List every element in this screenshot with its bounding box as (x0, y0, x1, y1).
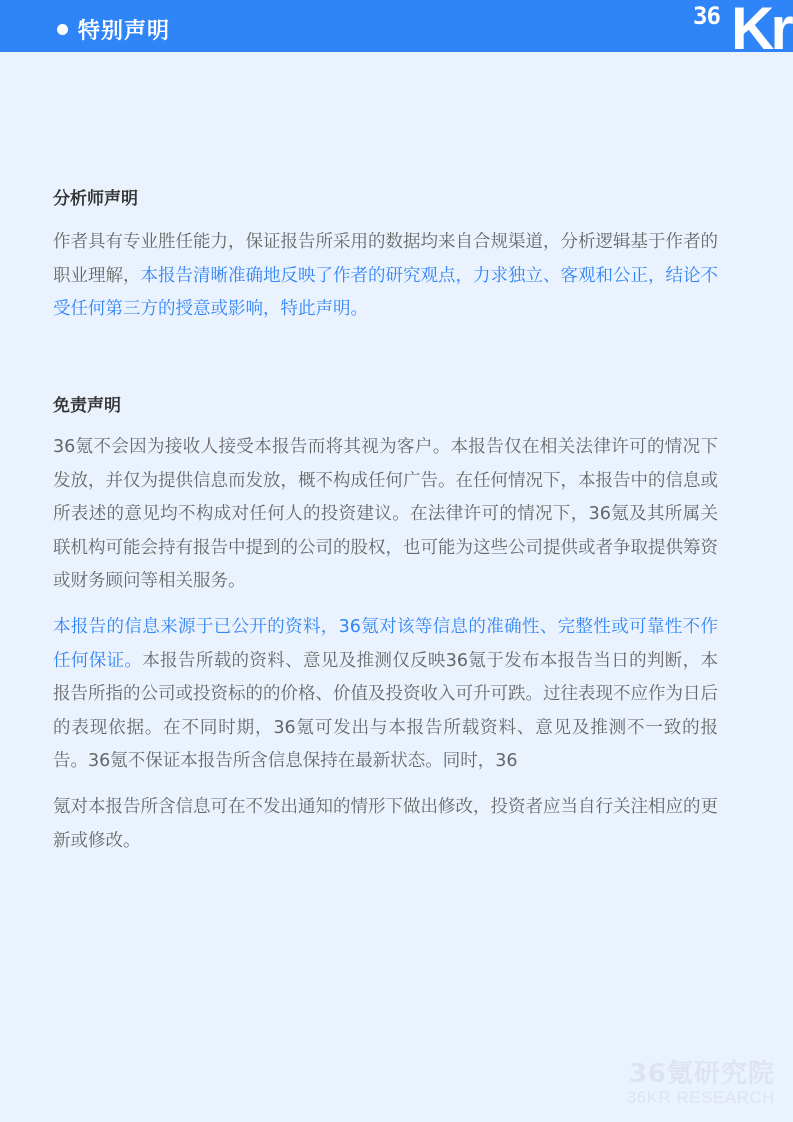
logo-number: 36 (693, 2, 720, 30)
watermark-cn: 36氪研究院 (628, 1059, 775, 1089)
analyst-statement-title: 分析师声明 (53, 189, 138, 209)
watermark (627, 1053, 775, 1108)
disclaimer-paragraph-3: 氪对本报告所含信息可在不发出通知的情形下做出修改，投资者应当自行关注相应的更新或修改。 (53, 797, 718, 851)
page-title (57, 14, 170, 45)
36kr-logo (693, 0, 793, 52)
disclaimer-text-plain: 本报告所载的资料、意见及推测仅反映36氪于发布本报告当日的判断，本报告所指的公司或投资标的的价格、价值及投资收入可升可跌。过往表现不应作为日后的表现依据。在不同时期，36氪可发出与本报告所载资料、意见及推测不一致的报告。36氪不保证本报告所含信息保持在最新状态。同时，36 (53, 650, 718, 771)
page-title-text: 特别声明 (78, 19, 171, 44)
disclaimer-text-highlight: 本报告的信息来源于已公开的资料，36氪对该等信息的准确性、完整性或可靠性不作任何保证。 (53, 617, 718, 671)
analyst-statement-text (53, 226, 718, 327)
bullet-icon (57, 24, 68, 35)
watermark-en: 36KR RESEARCH (626, 1088, 775, 1107)
analyst-text-plain: 作者具有专业胜任能力，保证报告所采用的数据均来自合规渠道，分析逻辑基于作者的职业理解， (53, 232, 718, 286)
logo-letters: Kr (731, 0, 790, 52)
analyst-text-highlight: 本报告清晰准确地反映了作者的研究观点，力求独立、客观和公正，结论不受任何第三方的授意或影响，特此声明。 (53, 265, 718, 319)
disclaimer-paragraph-1: 36氪不会因为接收人接受本报告而将其视为客户。本报告仅在相关法律许可的情况下发放，并仅为提供信息而发放，概不构成任何广告。在任何情况下，本报告中的信息或所表述的意见均不构成对任何人的投资建议。在法律许可的情况下，36氪及其所属关联机构可能会持有报告中提到的公司的股权，也可能为这些公司提供或者争取提供筹资或财务顾问等相关服务。 (53, 437, 718, 591)
disclaimer-paragraph-2 (53, 611, 718, 779)
header-bar (0, 0, 793, 52)
disclaimer-title: 免责声明 (53, 396, 121, 416)
